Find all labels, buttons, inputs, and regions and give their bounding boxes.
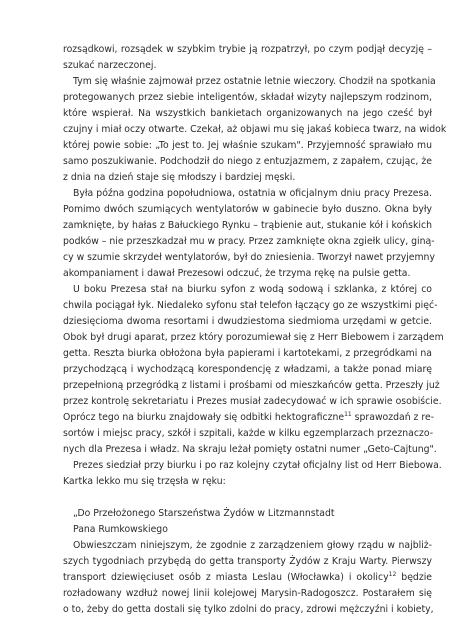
text-line: getta. Reszta biurka obłożona była papierami i kartotekami, z przegródkami na [63,348,432,359]
text-line: podków – nie przeszkadzał mu w pracy. Przez zamknięte okna zgiełk ulicy, gina̧- [63,236,435,247]
text-line: U boku Prezesa stał na biurku syfon z wodą sodową i szklanka, z której co [73,284,432,295]
text-line: sortów i miejsc pracy, szkół i szpitali, każde w kilku egzemplarzach przeznaczo- [63,428,434,439]
text-line: szukać narzeczonej. [63,60,157,71]
text-line: czujny i miał oczy otwarte. Czekał, aż objawi mu się jakaś kobieca twarz, na widok [63,124,447,135]
footnote-ref-11[interactable]: 11 [344,411,352,418]
text-fragment: transport dziewięciuset osób z miasta Leslau (Włocławka) i okolicy [63,572,389,583]
text-line [63,410,435,426]
text-line: Kartka lekko mu się trzęsła w ręku: [63,476,226,487]
text-line: rozładowany wzdłuż nowej linii kolejowej Marysin-Radogoszcz. Postarałem się [63,588,432,599]
footnote-ref-12[interactable]: 12 [388,571,397,578]
text-line: cy w szumie skrzydeł wentylatorów, był do zniesienia. Tworzył nawet przyjemny [63,252,435,263]
text-line: Była późna godzina popołudniowa, ostatnia w oficjalnym dniu pracy Prezesa. [73,188,432,199]
text-line: o to, żeby do getta dostali się tylko zdolni do pracy, zdrowi mężczyźni i kobiety, [63,604,434,615]
text-line: rozsądkowi, rozsądek w szybkim trybie ją rozpatrzył, po czym podjął decyzję – [63,44,432,55]
text-line [63,570,432,586]
text-line: Obok był drugi aparat, przez który porozumiewał się z Herr Biebowem i zarządem [63,332,444,343]
letter-heading: Pana Rumkowskiego [73,524,168,535]
text-line: Tym się właśnie zajmował przez ostatnie letnie wieczory. Chodził na spotkania [73,76,436,87]
text-line: akompaniament i dawał Prezesowi odczuć, że trzyma rękę na pulsie getta. [63,268,411,279]
text-line: samo poszukiwanie. Podchodził do niego z entuzjazmem, z zapałem, czując, że [63,156,432,167]
text-line: przychodzącą i wychodzącą korespondencję z władzami, a także ponad miarę [63,364,432,375]
text-fragment: Oprócz tego na biurku znajdowały się odbitki hektograficzne [63,412,345,423]
text-line: Obwieszczam niniejszym, że zgodnie z zarządzeniem głowy rządu w najbliż- [73,540,432,551]
text-line: chwila pociągał łyk. Niedaleko syfonu stał telefon łączący go ze wszystkimi pięć- [63,300,438,311]
text-line: której powie sobie: „To jest to. Jej właśnie szukam". Przyjemność sprawiało mu [63,140,432,151]
text-line: protegowanych przez siebie inteligentów, składał wizyty najlepszym rodzinom, [63,92,432,103]
text-line: Pomimo dwóch szumiących wentylatorów w gabinecie było duszno. Okna były [63,204,432,215]
text-line: przepełnioną przegródką z listami i prośbami od mieszkańców getta. Przeszły już [63,380,440,391]
text-line: które wspierał. Na wszystkich bankietach organizowanych na jego cześć był [63,108,432,119]
text-line: dziesięcioma dwoma resortami i dwudziestoma siedmioma urzędami w getcie. [63,316,432,327]
text-line: z dnia na dzień staje się młodszy i bardziej męski. [63,172,296,183]
text-line: Prezes siedział przy biurku i po raz kolejny czytał oficjalny list od Herr Biebowa. [73,460,442,471]
text-line: zamknięte, by hałas z Bałuckiego Rynku – trąbienie aut, stukanie kół i końskich [63,220,432,231]
text-fragment: będzie [396,572,432,583]
text-fragment: sprawozdań z re- [351,412,435,423]
text-line: szych tygodniach przybędą do getta transporty Żydów z Kraju Warty. Pierwszy [63,556,432,567]
text-line: przez kontrolę sekretariatu i Prezes musiał zadecydować w ich sprawie osobiście. [63,396,442,407]
letter-heading: „Do Przełożonego Starszeństwa Żydów w Litzmannstadt [73,508,335,519]
text-line: nych dla Prezesa i władz. Na skraju leżał pomięty ostatni numer „Geto-Cajtung". [63,444,437,455]
